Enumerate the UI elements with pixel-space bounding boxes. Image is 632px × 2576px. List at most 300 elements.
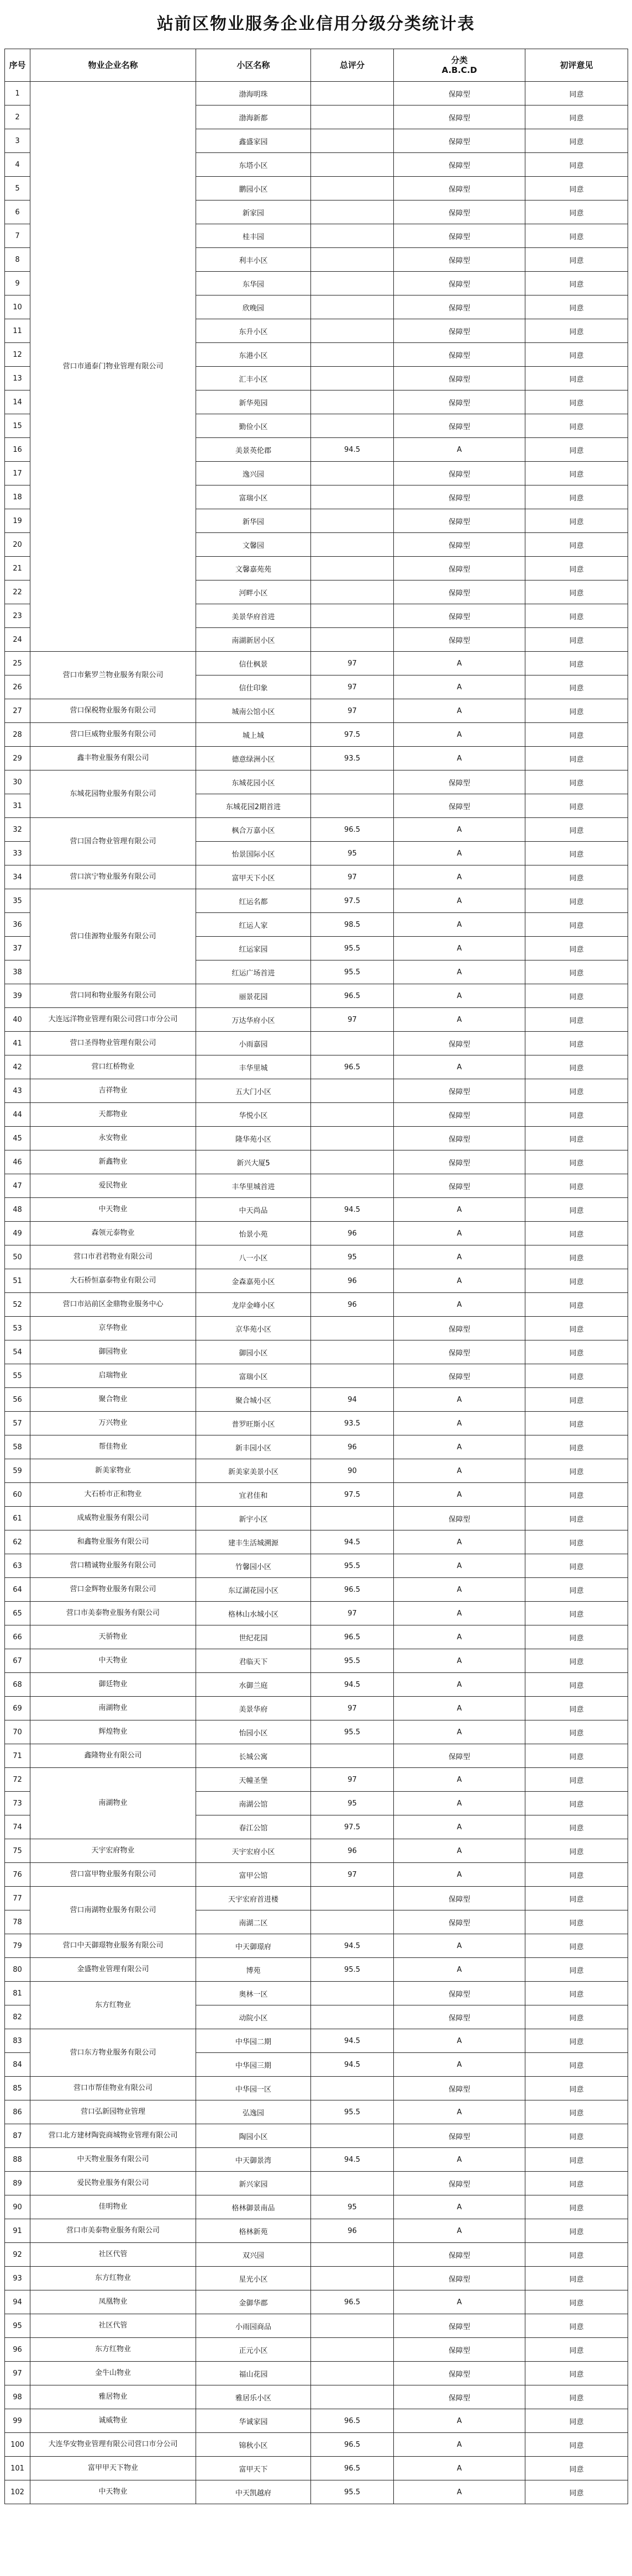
row-community: 八一小区 xyxy=(196,1245,311,1269)
row-opinion: 同意 xyxy=(525,1150,628,1174)
row-seq: 17 xyxy=(5,462,30,485)
header-category: 分类 A.B.C.D xyxy=(394,49,525,82)
row-opinion: 同意 xyxy=(525,557,628,580)
row-opinion: 同意 xyxy=(525,1744,628,1768)
row-community: 小雨嘉园 xyxy=(196,1032,311,1055)
row-community: 美景英伦郡 xyxy=(196,438,311,462)
row-seq: 26 xyxy=(5,675,30,699)
row-opinion: 同意 xyxy=(525,1174,628,1198)
row-company: 营口市紫罗兰物业服务有限公司 xyxy=(30,652,196,699)
row-score: 96.5 xyxy=(311,2457,394,2480)
row-score: 97 xyxy=(311,1768,394,1792)
row-seq: 52 xyxy=(5,1293,30,1317)
row-company: 金牛山物业 xyxy=(30,2362,196,2385)
row-community: 河畔小区 xyxy=(196,580,311,604)
row-company: 富甲甲天下物业 xyxy=(30,2457,196,2480)
row-opinion: 同意 xyxy=(525,1079,628,1103)
row-seq: 64 xyxy=(5,1578,30,1602)
row-score xyxy=(311,82,394,105)
row-community: 春江公馆 xyxy=(196,1815,311,1839)
row-seq: 78 xyxy=(5,1910,30,1934)
row-community: 陶园小区 xyxy=(196,2124,311,2148)
row-company: 新美家物业 xyxy=(30,1459,196,1483)
row-community: 红运家园 xyxy=(196,937,311,960)
row-opinion: 同意 xyxy=(525,2172,628,2195)
row-category: 保障型 xyxy=(394,485,525,509)
row-community: 新兴大厦5 xyxy=(196,1150,311,1174)
row-company: 营口市帮佳物业有限公司 xyxy=(30,2077,196,2100)
row-category: A xyxy=(394,1768,525,1792)
row-opinion: 同意 xyxy=(525,723,628,747)
row-seq: 9 xyxy=(5,272,30,295)
table-row xyxy=(5,1863,628,1887)
row-opinion: 同意 xyxy=(525,82,628,105)
row-opinion: 同意 xyxy=(525,295,628,319)
row-score xyxy=(311,485,394,509)
row-score xyxy=(311,2314,394,2338)
row-score: 96.5 xyxy=(311,984,394,1008)
row-seq: 21 xyxy=(5,557,30,580)
row-opinion: 同意 xyxy=(525,1507,628,1530)
row-opinion: 同意 xyxy=(525,1483,628,1507)
row-community: 富甲天下 xyxy=(196,2457,311,2480)
header-opinion: 初评意见 xyxy=(525,49,628,82)
row-score: 97 xyxy=(311,865,394,889)
row-category: A xyxy=(394,842,525,865)
row-opinion: 同意 xyxy=(525,1839,628,1863)
row-score xyxy=(311,1079,394,1103)
row-company: 营口市君君物业有限公司 xyxy=(30,1245,196,1269)
row-category: A xyxy=(394,1293,525,1317)
row-category: 保障型 xyxy=(394,794,525,818)
table-row xyxy=(5,1768,628,1792)
row-community: 格林山水城小区 xyxy=(196,1602,311,1625)
row-opinion: 同意 xyxy=(525,770,628,794)
row-opinion: 同意 xyxy=(525,1198,628,1222)
header-company: 物业企业名称 xyxy=(30,49,196,82)
row-opinion: 同意 xyxy=(525,984,628,1008)
table-row xyxy=(5,2433,628,2457)
row-company: 森领元泰物业 xyxy=(30,1222,196,1245)
row-community: 弘逸园 xyxy=(196,2100,311,2124)
row-seq: 23 xyxy=(5,604,30,628)
table-row xyxy=(5,1554,628,1578)
row-community: 君临天下 xyxy=(196,1649,311,1673)
row-company: 营口圣得物业管理有限公司 xyxy=(30,1032,196,1055)
row-community: 新家园 xyxy=(196,200,311,224)
row-category: A xyxy=(394,960,525,984)
row-category: 保障型 xyxy=(394,2267,525,2290)
row-company: 营口市站前区金鼎物业服务中心 xyxy=(30,1293,196,1317)
row-score: 95 xyxy=(311,1792,394,1815)
row-category: A xyxy=(394,2053,525,2077)
row-score: 96 xyxy=(311,1435,394,1459)
table-row xyxy=(5,2480,628,2504)
row-opinion: 同意 xyxy=(525,200,628,224)
row-score: 96.5 xyxy=(311,1625,394,1649)
row-category: 保障型 xyxy=(394,2077,525,2100)
table-row xyxy=(5,2219,628,2243)
row-opinion: 同意 xyxy=(525,533,628,557)
row-seq: 39 xyxy=(5,984,30,1008)
row-community: 南湖公馆 xyxy=(196,1792,311,1815)
row-community: 东华园 xyxy=(196,272,311,295)
row-opinion: 同意 xyxy=(525,1910,628,1934)
row-score xyxy=(311,248,394,272)
row-community: 雅居乐小区 xyxy=(196,2385,311,2409)
row-company: 永安物业 xyxy=(30,1127,196,1150)
table-row xyxy=(5,2409,628,2433)
row-category: A xyxy=(394,2029,525,2053)
row-category: A xyxy=(394,2290,525,2314)
row-opinion: 同意 xyxy=(525,129,628,153)
table-row xyxy=(5,1245,628,1269)
table-row xyxy=(5,1103,628,1127)
row-score xyxy=(311,390,394,414)
row-category: 保障型 xyxy=(394,1150,525,1174)
row-opinion: 同意 xyxy=(525,2338,628,2362)
row-score xyxy=(311,1744,394,1768)
row-seq: 49 xyxy=(5,1222,30,1245)
row-score xyxy=(311,129,394,153)
row-seq: 83 xyxy=(5,2029,30,2053)
row-seq: 69 xyxy=(5,1697,30,1720)
row-seq: 84 xyxy=(5,2053,30,2077)
row-company: 成威物业服务有限公司 xyxy=(30,1507,196,1530)
row-category: A xyxy=(394,1578,525,1602)
row-seq: 48 xyxy=(5,1198,30,1222)
row-community: 勤俭小区 xyxy=(196,414,311,438)
row-company: 东方红物业 xyxy=(30,1982,196,2029)
row-score xyxy=(311,2077,394,2100)
row-category: 保障型 xyxy=(394,533,525,557)
row-seq: 25 xyxy=(5,652,30,675)
row-score: 96.5 xyxy=(311,2290,394,2314)
row-opinion: 同意 xyxy=(525,2077,628,2100)
row-company: 大石桥市正和物业 xyxy=(30,1483,196,1507)
table-row xyxy=(5,1435,628,1459)
row-score: 96 xyxy=(311,1269,394,1293)
row-community: 新宇小区 xyxy=(196,1507,311,1530)
row-company: 营口滨宁物业服务有限公司 xyxy=(30,865,196,889)
row-opinion: 同意 xyxy=(525,889,628,913)
row-community: 东城花园2期首进 xyxy=(196,794,311,818)
row-community: 新华苑园 xyxy=(196,390,311,414)
row-community: 中天御璟府 xyxy=(196,1934,311,1958)
row-seq: 30 xyxy=(5,770,30,794)
row-seq: 7 xyxy=(5,224,30,248)
row-score xyxy=(311,2338,394,2362)
row-opinion: 同意 xyxy=(525,105,628,129)
row-category: 保障型 xyxy=(394,272,525,295)
row-score: 97 xyxy=(311,675,394,699)
row-score xyxy=(311,604,394,628)
row-seq: 27 xyxy=(5,699,30,723)
row-community: 中天凯越府 xyxy=(196,2480,311,2504)
table-row xyxy=(5,1649,628,1673)
row-score xyxy=(311,1150,394,1174)
row-company: 营口佳源物业服务有限公司 xyxy=(30,889,196,984)
row-seq: 14 xyxy=(5,390,30,414)
row-seq: 93 xyxy=(5,2267,30,2290)
row-seq: 80 xyxy=(5,1958,30,1982)
row-company: 雅居物业 xyxy=(30,2385,196,2409)
row-category: 保障型 xyxy=(394,319,525,343)
row-score: 97.5 xyxy=(311,723,394,747)
row-community: 中华园三期 xyxy=(196,2053,311,2077)
row-category: A xyxy=(394,1222,525,1245)
row-opinion: 同意 xyxy=(525,1008,628,1032)
row-score xyxy=(311,2385,394,2409)
row-category: A xyxy=(394,1625,525,1649)
row-community: 信仕印象 xyxy=(196,675,311,699)
row-company: 南湖物业 xyxy=(30,1697,196,1720)
row-category: A xyxy=(394,699,525,723)
row-community: 鑫盛家园 xyxy=(196,129,311,153)
table-row xyxy=(5,2100,628,2124)
row-opinion: 同意 xyxy=(525,580,628,604)
row-opinion: 同意 xyxy=(525,2290,628,2314)
row-opinion: 同意 xyxy=(525,153,628,177)
row-company: 营口东方物业服务有限公司 xyxy=(30,2029,196,2077)
row-category: 保障型 xyxy=(394,1910,525,1934)
row-community: 新兴家园 xyxy=(196,2172,311,2195)
row-category: 保障型 xyxy=(394,2172,525,2195)
row-community: 天宇宏府小区 xyxy=(196,1839,311,1863)
row-category: 保障型 xyxy=(394,224,525,248)
row-opinion: 同意 xyxy=(525,1958,628,1982)
row-category: A xyxy=(394,913,525,937)
row-category: 保障型 xyxy=(394,628,525,652)
row-score: 94.5 xyxy=(311,1530,394,1554)
row-company: 社区代管 xyxy=(30,2243,196,2267)
row-score: 94.5 xyxy=(311,1673,394,1697)
table-row xyxy=(5,82,628,105)
row-seq: 56 xyxy=(5,1388,30,1412)
row-seq: 51 xyxy=(5,1269,30,1293)
row-seq: 58 xyxy=(5,1435,30,1459)
row-opinion: 同意 xyxy=(525,1815,628,1839)
row-opinion: 同意 xyxy=(525,367,628,390)
row-opinion: 同意 xyxy=(525,1602,628,1625)
row-community: 华诚家园 xyxy=(196,2409,311,2433)
table-row xyxy=(5,1459,628,1483)
row-category: 保障型 xyxy=(394,343,525,367)
row-company: 社区代管 xyxy=(30,2314,196,2338)
row-seq: 4 xyxy=(5,153,30,177)
row-score xyxy=(311,1127,394,1150)
row-category: 保障型 xyxy=(394,200,525,224)
row-opinion: 同意 xyxy=(525,2219,628,2243)
row-category: A xyxy=(394,1530,525,1554)
row-seq: 20 xyxy=(5,533,30,557)
row-category: A xyxy=(394,1673,525,1697)
row-score xyxy=(311,2267,394,2290)
row-opinion: 同意 xyxy=(525,1720,628,1744)
table-row xyxy=(5,1317,628,1340)
table-row xyxy=(5,1127,628,1150)
row-community: 小雨园商品 xyxy=(196,2314,311,2338)
row-score: 97 xyxy=(311,1602,394,1625)
row-community: 中天御景湾 xyxy=(196,2148,311,2172)
row-category: A xyxy=(394,747,525,770)
row-score xyxy=(311,2243,394,2267)
row-category: A xyxy=(394,937,525,960)
row-opinion: 同意 xyxy=(525,2385,628,2409)
row-seq: 1 xyxy=(5,82,30,105)
row-category: A xyxy=(394,1792,525,1815)
table-row xyxy=(5,1982,628,2005)
row-seq: 38 xyxy=(5,960,30,984)
row-seq: 19 xyxy=(5,509,30,533)
row-seq: 50 xyxy=(5,1245,30,1269)
row-seq: 59 xyxy=(5,1459,30,1483)
row-opinion: 同意 xyxy=(525,1435,628,1459)
row-seq: 13 xyxy=(5,367,30,390)
table-row xyxy=(5,1507,628,1530)
row-seq: 98 xyxy=(5,2385,30,2409)
row-category: A xyxy=(394,723,525,747)
row-community: 金森嘉苑小区 xyxy=(196,1269,311,1293)
row-category: 保障型 xyxy=(394,105,525,129)
row-score xyxy=(311,295,394,319)
row-score xyxy=(311,462,394,485)
row-opinion: 同意 xyxy=(525,913,628,937)
row-category: 保障型 xyxy=(394,1317,525,1340)
row-opinion: 同意 xyxy=(525,1863,628,1887)
row-opinion: 同意 xyxy=(525,2029,628,2053)
row-community: 锦秋小区 xyxy=(196,2433,311,2457)
row-category: 保障型 xyxy=(394,462,525,485)
row-community: 中华园一区 xyxy=(196,2077,311,2100)
row-score xyxy=(311,2124,394,2148)
row-seq: 47 xyxy=(5,1174,30,1198)
table-row xyxy=(5,1530,628,1554)
row-category: A xyxy=(394,1055,525,1079)
row-community: 东城花园小区 xyxy=(196,770,311,794)
row-company: 大连远洋物业管理有限公司营口市分公司 xyxy=(30,1008,196,1032)
row-score: 94.5 xyxy=(311,1198,394,1222)
row-community: 逸兴园 xyxy=(196,462,311,485)
row-opinion: 同意 xyxy=(525,1768,628,1792)
row-score: 97 xyxy=(311,1863,394,1887)
table-row xyxy=(5,2029,628,2053)
table-row xyxy=(5,652,628,675)
row-score: 97 xyxy=(311,699,394,723)
row-score: 96.5 xyxy=(311,2433,394,2457)
row-opinion: 同意 xyxy=(525,1388,628,1412)
row-score: 95.5 xyxy=(311,1958,394,1982)
row-score: 96.5 xyxy=(311,818,394,842)
row-community: 格林御景南品 xyxy=(196,2195,311,2219)
row-category: 保障型 xyxy=(394,1887,525,1910)
row-category: A xyxy=(394,2148,525,2172)
row-opinion: 同意 xyxy=(525,865,628,889)
credit-rating-table xyxy=(4,49,628,2504)
row-opinion: 同意 xyxy=(525,438,628,462)
row-opinion: 同意 xyxy=(525,2005,628,2029)
row-opinion: 同意 xyxy=(525,1317,628,1340)
row-opinion: 同意 xyxy=(525,937,628,960)
table-row xyxy=(5,865,628,889)
table-row xyxy=(5,1720,628,1744)
row-community: 欣晚园 xyxy=(196,295,311,319)
row-score xyxy=(311,2172,394,2195)
row-community: 博苑 xyxy=(196,1958,311,1982)
row-community: 渤海明珠 xyxy=(196,82,311,105)
row-score: 95.5 xyxy=(311,937,394,960)
row-category: 保障型 xyxy=(394,153,525,177)
row-seq: 44 xyxy=(5,1103,30,1127)
row-category: 保障型 xyxy=(394,2362,525,2385)
row-score: 96 xyxy=(311,1293,394,1317)
row-score: 97.5 xyxy=(311,1815,394,1839)
row-community: 金御华郡 xyxy=(196,2290,311,2314)
row-score: 93.5 xyxy=(311,1412,394,1435)
row-score: 94.5 xyxy=(311,438,394,462)
row-seq: 67 xyxy=(5,1649,30,1673)
row-score xyxy=(311,1032,394,1055)
row-opinion: 同意 xyxy=(525,1649,628,1673)
row-community: 新美家美景小区 xyxy=(196,1459,311,1483)
row-category: 保障型 xyxy=(394,2124,525,2148)
row-score: 95 xyxy=(311,842,394,865)
row-category: 保障型 xyxy=(394,248,525,272)
row-opinion: 同意 xyxy=(525,1459,628,1483)
row-opinion: 同意 xyxy=(525,1530,628,1554)
row-community: 双兴园 xyxy=(196,2243,311,2267)
row-seq: 87 xyxy=(5,2124,30,2148)
row-seq: 79 xyxy=(5,1934,30,1958)
row-seq: 70 xyxy=(5,1720,30,1744)
row-community: 普罗旺斯小区 xyxy=(196,1412,311,1435)
row-category: A xyxy=(394,1008,525,1032)
row-community: 格林新苑 xyxy=(196,2219,311,2243)
row-company: 万兴物业 xyxy=(30,1412,196,1435)
row-seq: 5 xyxy=(5,177,30,200)
row-category: A xyxy=(394,1958,525,1982)
row-community: 万达华府小区 xyxy=(196,1008,311,1032)
row-seq: 28 xyxy=(5,723,30,747)
row-category: 保障型 xyxy=(394,1103,525,1127)
row-score: 95 xyxy=(311,1245,394,1269)
row-category: 保障型 xyxy=(394,557,525,580)
row-company: 东方红物业 xyxy=(30,2267,196,2290)
table-row xyxy=(5,1079,628,1103)
row-score: 98.5 xyxy=(311,913,394,937)
row-company: 营口金辉物业服务有限公司 xyxy=(30,1578,196,1602)
table-row xyxy=(5,1032,628,1055)
row-opinion: 同意 xyxy=(525,2457,628,2480)
row-community: 龙岸金峰小区 xyxy=(196,1293,311,1317)
row-score xyxy=(311,177,394,200)
row-seq: 90 xyxy=(5,2195,30,2219)
row-seq: 82 xyxy=(5,2005,30,2029)
table-row xyxy=(5,1934,628,1958)
row-score: 95.5 xyxy=(311,1554,394,1578)
row-company: 诚威物业 xyxy=(30,2409,196,2433)
row-category: A xyxy=(394,818,525,842)
row-category: A xyxy=(394,652,525,675)
row-category: 保障型 xyxy=(394,2243,525,2267)
row-company: 营口精诚物业服务有限公司 xyxy=(30,1554,196,1578)
table-row xyxy=(5,1625,628,1649)
row-category: 保障型 xyxy=(394,414,525,438)
row-seq: 74 xyxy=(5,1815,30,1839)
row-score: 95 xyxy=(311,2195,394,2219)
row-category: 保障型 xyxy=(394,1127,525,1150)
row-opinion: 同意 xyxy=(525,2148,628,2172)
